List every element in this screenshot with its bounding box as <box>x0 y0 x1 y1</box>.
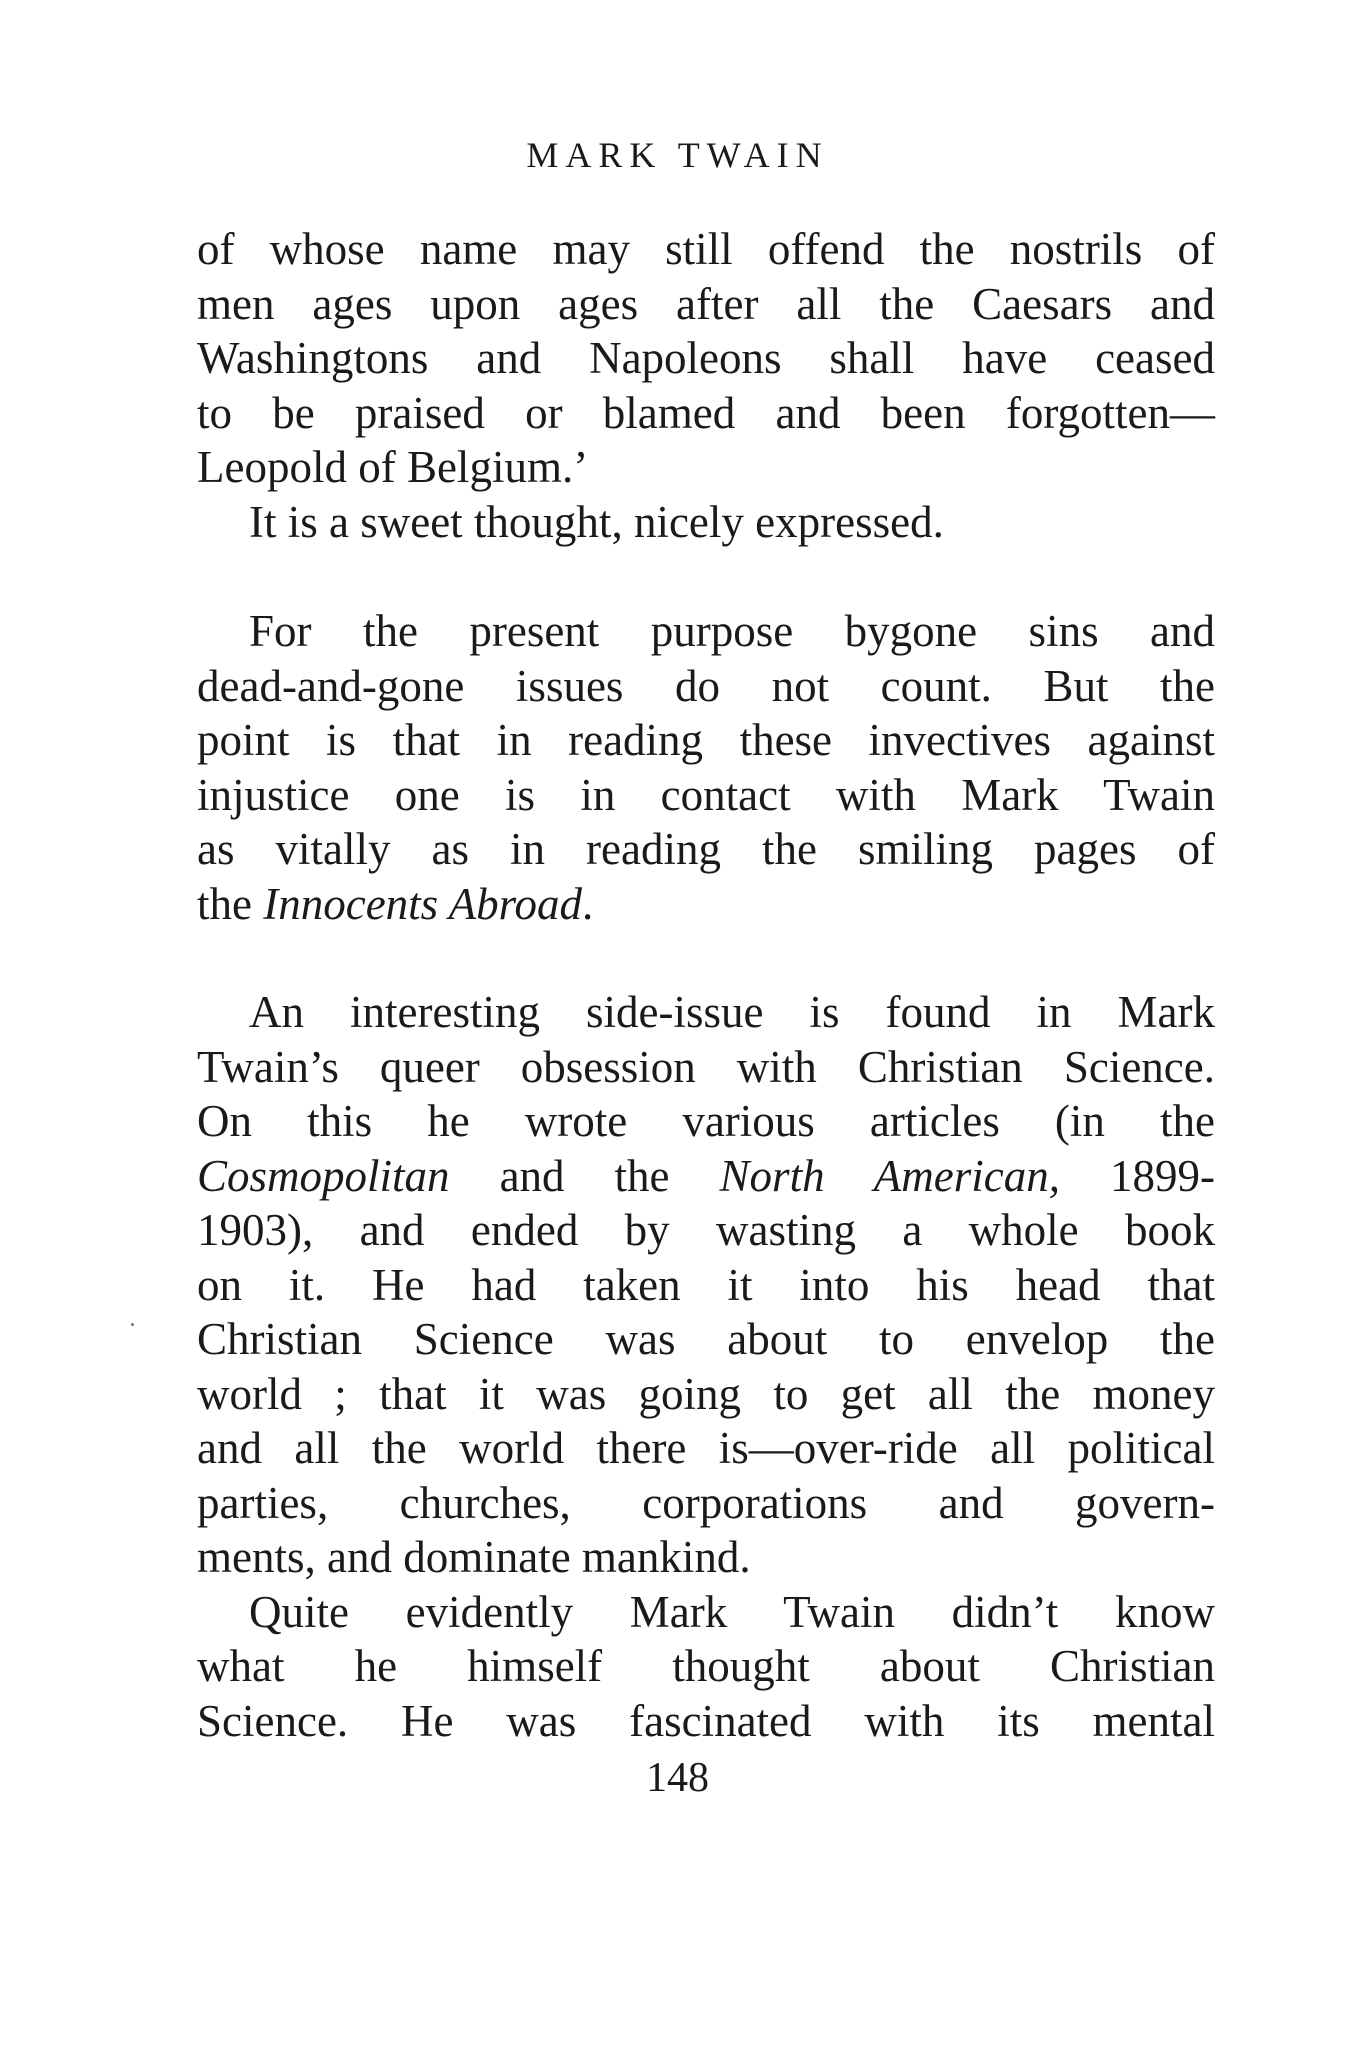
text-run: 1899- <box>1059 1150 1215 1201</box>
text-run: and the <box>449 1150 720 1201</box>
text-line: of whose name may still offend the nostrils of <box>197 224 1215 274</box>
periodical-title: North American, <box>719 1150 1060 1201</box>
text-line: men ages upon ages after all the Caesars and <box>197 278 1215 329</box>
text-line: on it. He had taken it into his head that <box>197 1259 1215 1310</box>
text-line: what he himself thought about Christian <box>197 1641 1215 1691</box>
text-line: dead-and-gone issues do not count. But the <box>197 660 1215 711</box>
text-line: Leopold of Belgium.’ <box>197 442 589 492</box>
text-line: Quite evidently Mark Twain didn’t know <box>249 1586 1215 1637</box>
text-line: It is a sweet thought, nicely expressed. <box>249 496 944 547</box>
text-line <box>197 1149 1215 1204</box>
text-line: For the present purpose bygone sins and <box>249 606 1215 656</box>
text-run: the <box>197 878 264 929</box>
periodical-title: Cosmopolitan <box>197 1150 450 1201</box>
text-line: and all the world there is—over-ride all political <box>197 1423 1215 1473</box>
text-line: 1903), and ended by wasting a whole book <box>197 1205 1215 1255</box>
text-line: On this he wrote various articles (in the <box>197 1096 1215 1146</box>
text-line: parties, churches, corporations and govern- <box>197 1477 1215 1528</box>
page-number: 148 <box>646 1755 709 1801</box>
paragraph-3 <box>197 985 1215 1748</box>
text-line: Washingtons and Napoleons shall have ceased <box>197 333 1215 383</box>
scan-speck <box>131 1323 134 1326</box>
text-line: ments, and dominate mankind. <box>197 1532 751 1582</box>
text-line: An interesting side-issue is found in Mark <box>249 987 1215 1037</box>
paragraph-1 <box>197 222 1215 549</box>
text-run: . <box>581 878 594 929</box>
paragraph-2 <box>197 604 1215 931</box>
running-head: MARK TWAIN <box>526 135 829 175</box>
text-line <box>197 877 1215 932</box>
text-line: to be praised or blamed and been forgotten— <box>197 387 1215 438</box>
text-line: Science. He was fascinated with its mental <box>197 1695 1215 1746</box>
text-line: Twain’s queer obsession with Christian Science. <box>197 1041 1215 1092</box>
text-line: injustice one is in contact with Mark Twain <box>197 769 1215 820</box>
book-title: Innocents Abroad <box>263 878 582 929</box>
text-line: world ; that it was going to get all the money <box>197 1368 1215 1419</box>
text-line: Christian Science was about to envelop the <box>197 1314 1215 1364</box>
text-line: as vitally as in reading the smiling pages of <box>197 824 1215 874</box>
text-line: point is that in reading these invectives against <box>197 715 1215 765</box>
